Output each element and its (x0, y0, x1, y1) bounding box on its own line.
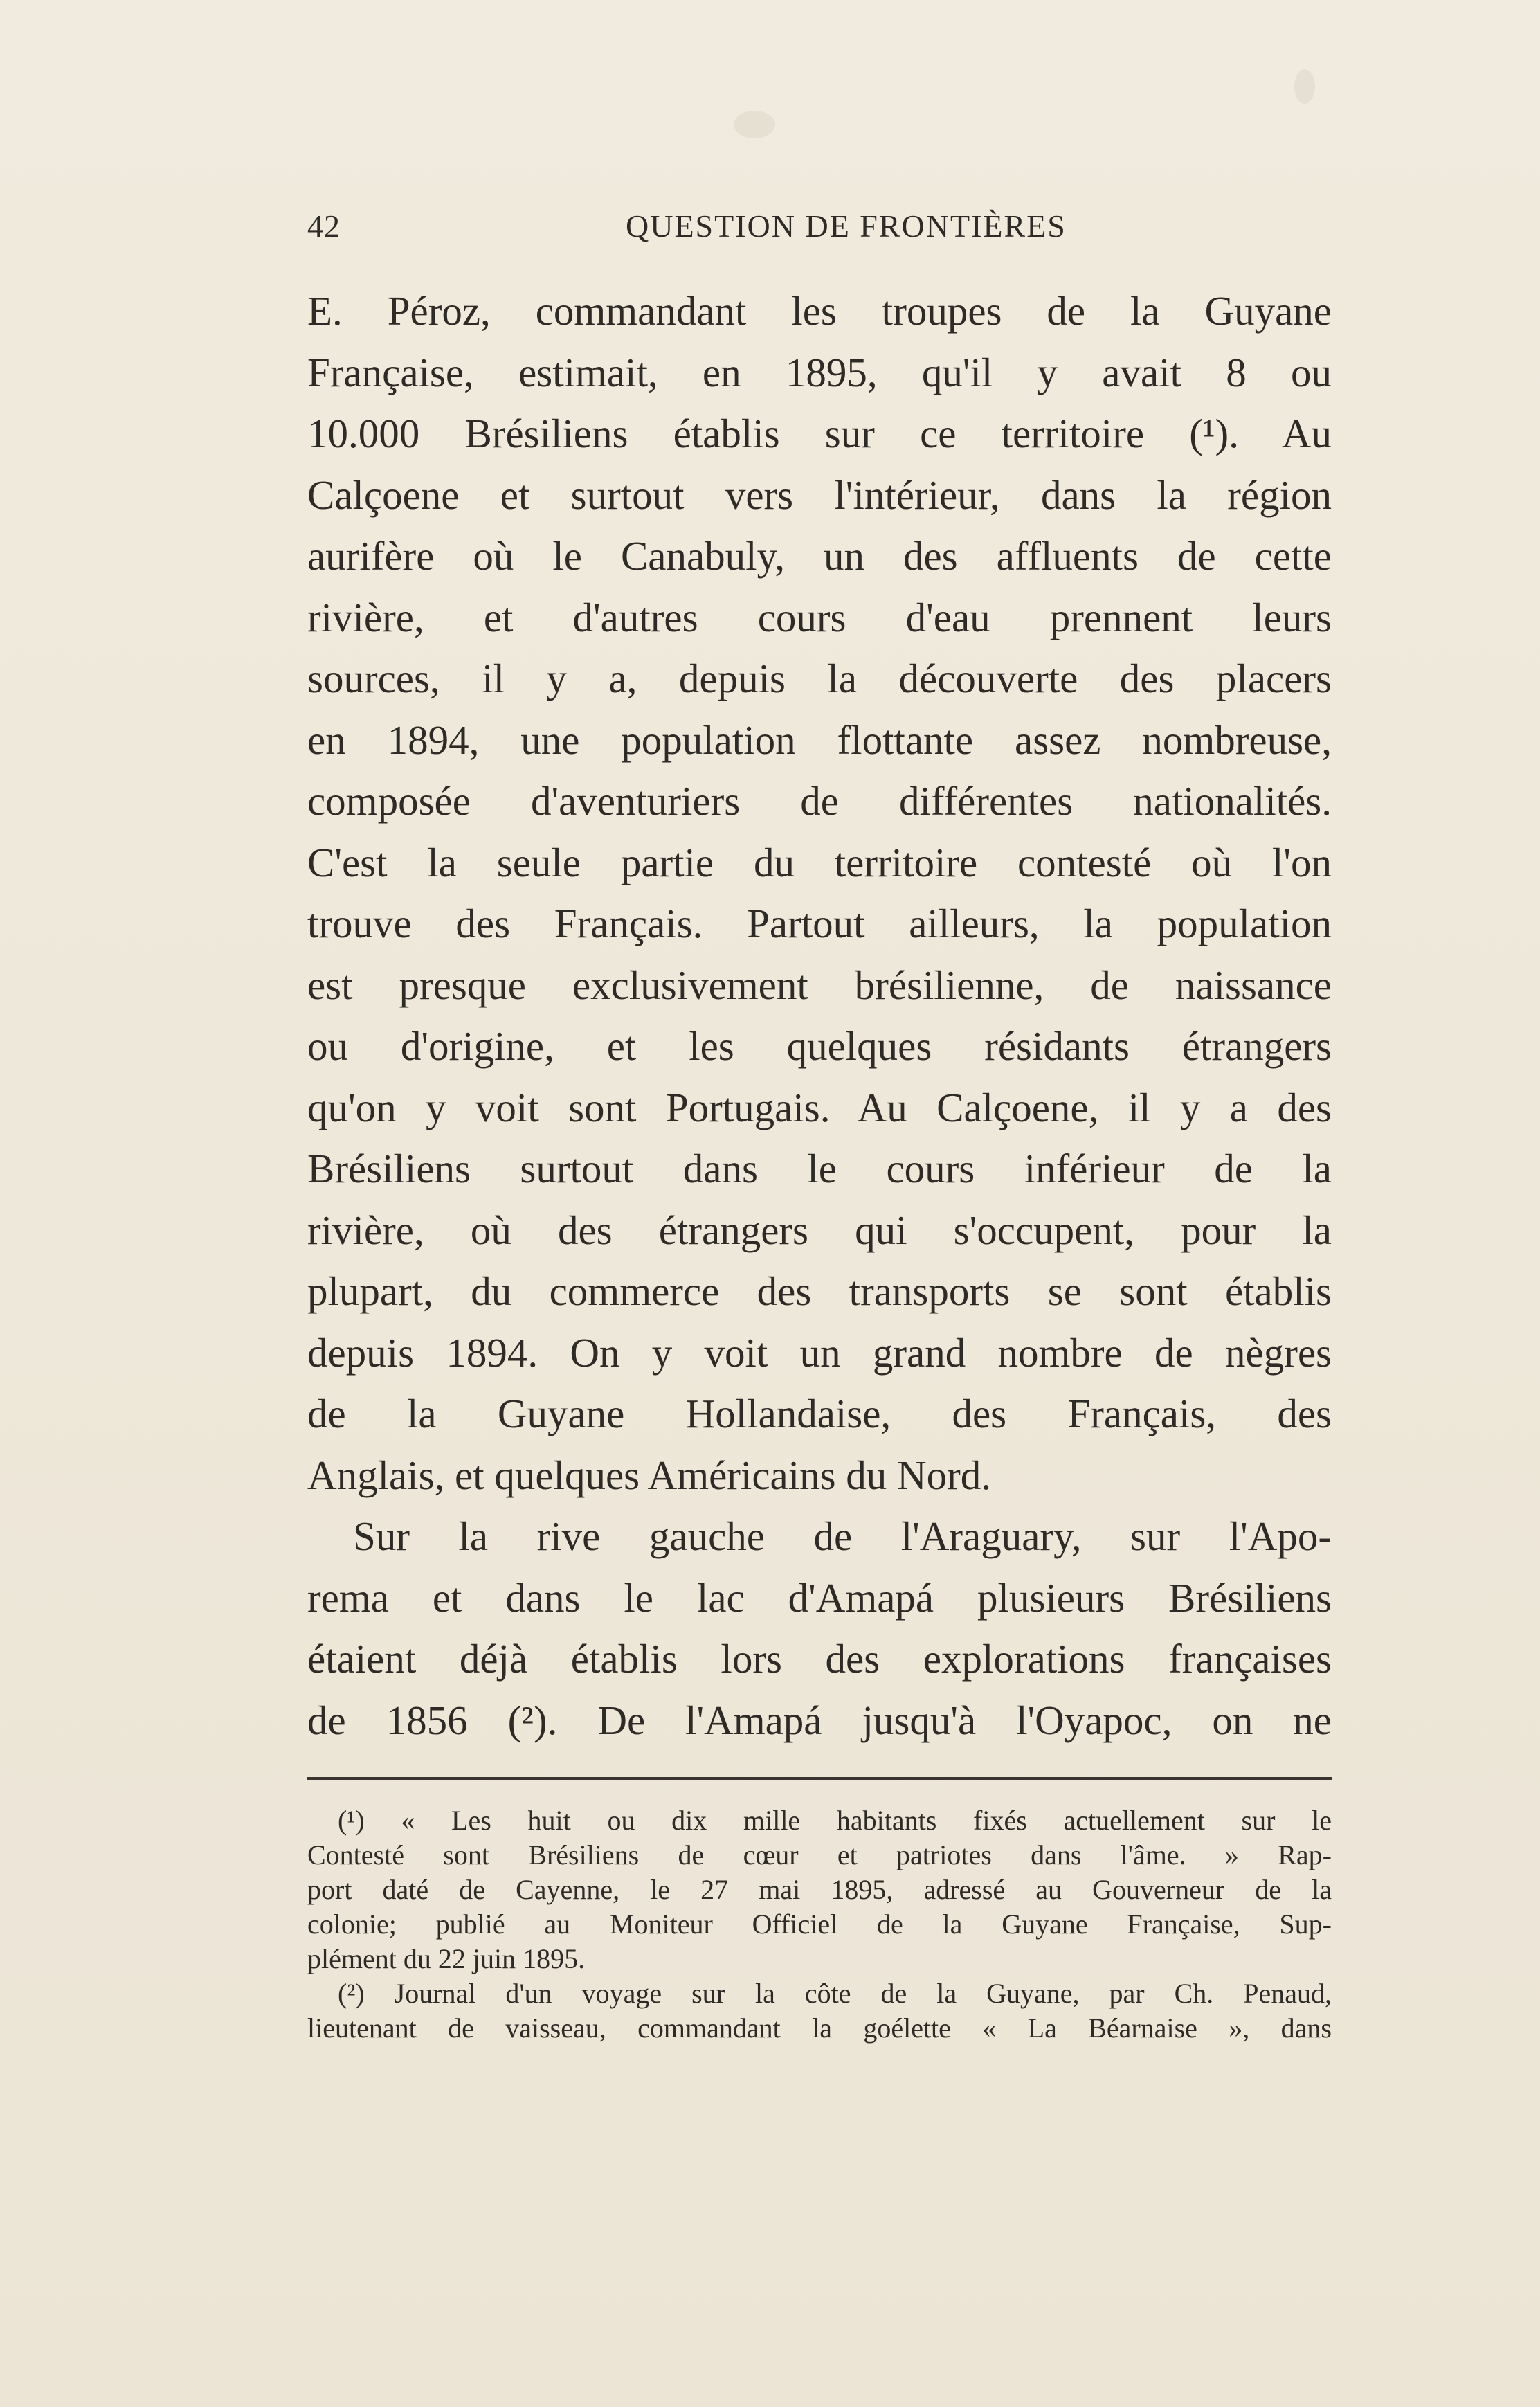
page-number: 42 (307, 208, 341, 244)
footnote-line: Contesté sont Brésiliens de cœur et patriotes dans l'âme. » Rap- (307, 1839, 1332, 1870)
page-header (307, 208, 1332, 256)
text-line: E. Péroz, commandant les troupes de la Guyane (307, 288, 1332, 334)
text-line: aurifère où le Canabuly, un des affluents de cette (307, 533, 1332, 579)
text-line: Sur la rive gauche de l'Araguary, sur l'Apo- (353, 1513, 1332, 1559)
main-text (307, 280, 1332, 1751)
text-line: Française, estimait, en 1895, qu'il y avait 8 ou (307, 349, 1332, 395)
text-line: de 1856 (²). De l'Amapá jusqu'à l'Oyapoc, on ne (307, 1697, 1332, 1743)
footnote-line: (¹) « Les huit ou dix mille habitants fixés actuellement sur le (338, 1805, 1332, 1836)
text-line: Calçoene et surtout vers l'intérieur, dans la région (307, 471, 1332, 518)
text-line: qu'on y voit sont Portugais. Au Calçoene, il y a des (307, 1084, 1332, 1130)
text-line: ou d'origine, et les quelques résidants étrangers (307, 1023, 1332, 1069)
footnote-line: plément du 22 juin 1895. (307, 1943, 586, 1974)
footnote-line: lieutenant de vaisseau, commandant la goélette « La Béarnaise », dans (307, 2012, 1332, 2044)
text-line: composée d'aventuriers de différentes nationalités. (307, 778, 1332, 824)
text-line: rivière, où des étrangers qui s'occupent, pour la (307, 1207, 1332, 1253)
text-line: rema et dans le lac d'Amapá plusieurs Brésiliens (307, 1574, 1332, 1621)
footnote-divider (307, 1777, 1332, 1780)
footnote-line: colonie; publié au Moniteur Officiel de la Guyane Française, Sup- (307, 1909, 1332, 1940)
text-line: de la Guyane Hollandaise, des Français, des (307, 1391, 1332, 1436)
text-line: est presque exclusivement brésilienne, de naissance (307, 962, 1332, 1008)
footnotes (307, 1803, 1332, 2046)
paper-stain (1294, 69, 1315, 104)
text-line: Anglais, et quelques Américains du Nord. (307, 1452, 992, 1498)
text-line: étaient déjà établis lors des explorations françaises (307, 1636, 1332, 1682)
text-line: Brésiliens surtout dans le cours inférieur de la (307, 1146, 1332, 1191)
text-line: sources, il y a, depuis la découverte des placers (307, 656, 1332, 701)
text-line: plupart, du commerce des transports se sont établis (307, 1268, 1332, 1314)
text-line: en 1894, une population flottante assez nombreuse, (307, 716, 1332, 763)
footnote-line: port daté de Cayenne, le 27 mai 1895, adressé au Gouverneur de la (307, 1874, 1332, 1905)
text-line: rivière, et d'autres cours d'eau prennent leurs (307, 594, 1332, 640)
text-line: depuis 1894. On y voit un grand nombre de nègres (307, 1329, 1332, 1376)
footnote-line: (²) Journal d'un voyage sur la côte de la Guyane, par Ch. Penaud, (338, 1978, 1332, 2009)
paper-stain (734, 111, 775, 138)
text-line: 10.000 Brésiliens établis sur ce territoire (¹). Au (307, 411, 1332, 456)
text-line: C'est la seule partie du territoire contesté où l'on (307, 839, 1332, 885)
text-line: trouve des Français. Partout ailleurs, la population (307, 901, 1332, 946)
running-title: QUESTION DE FRONTIÈRES (626, 208, 1067, 244)
